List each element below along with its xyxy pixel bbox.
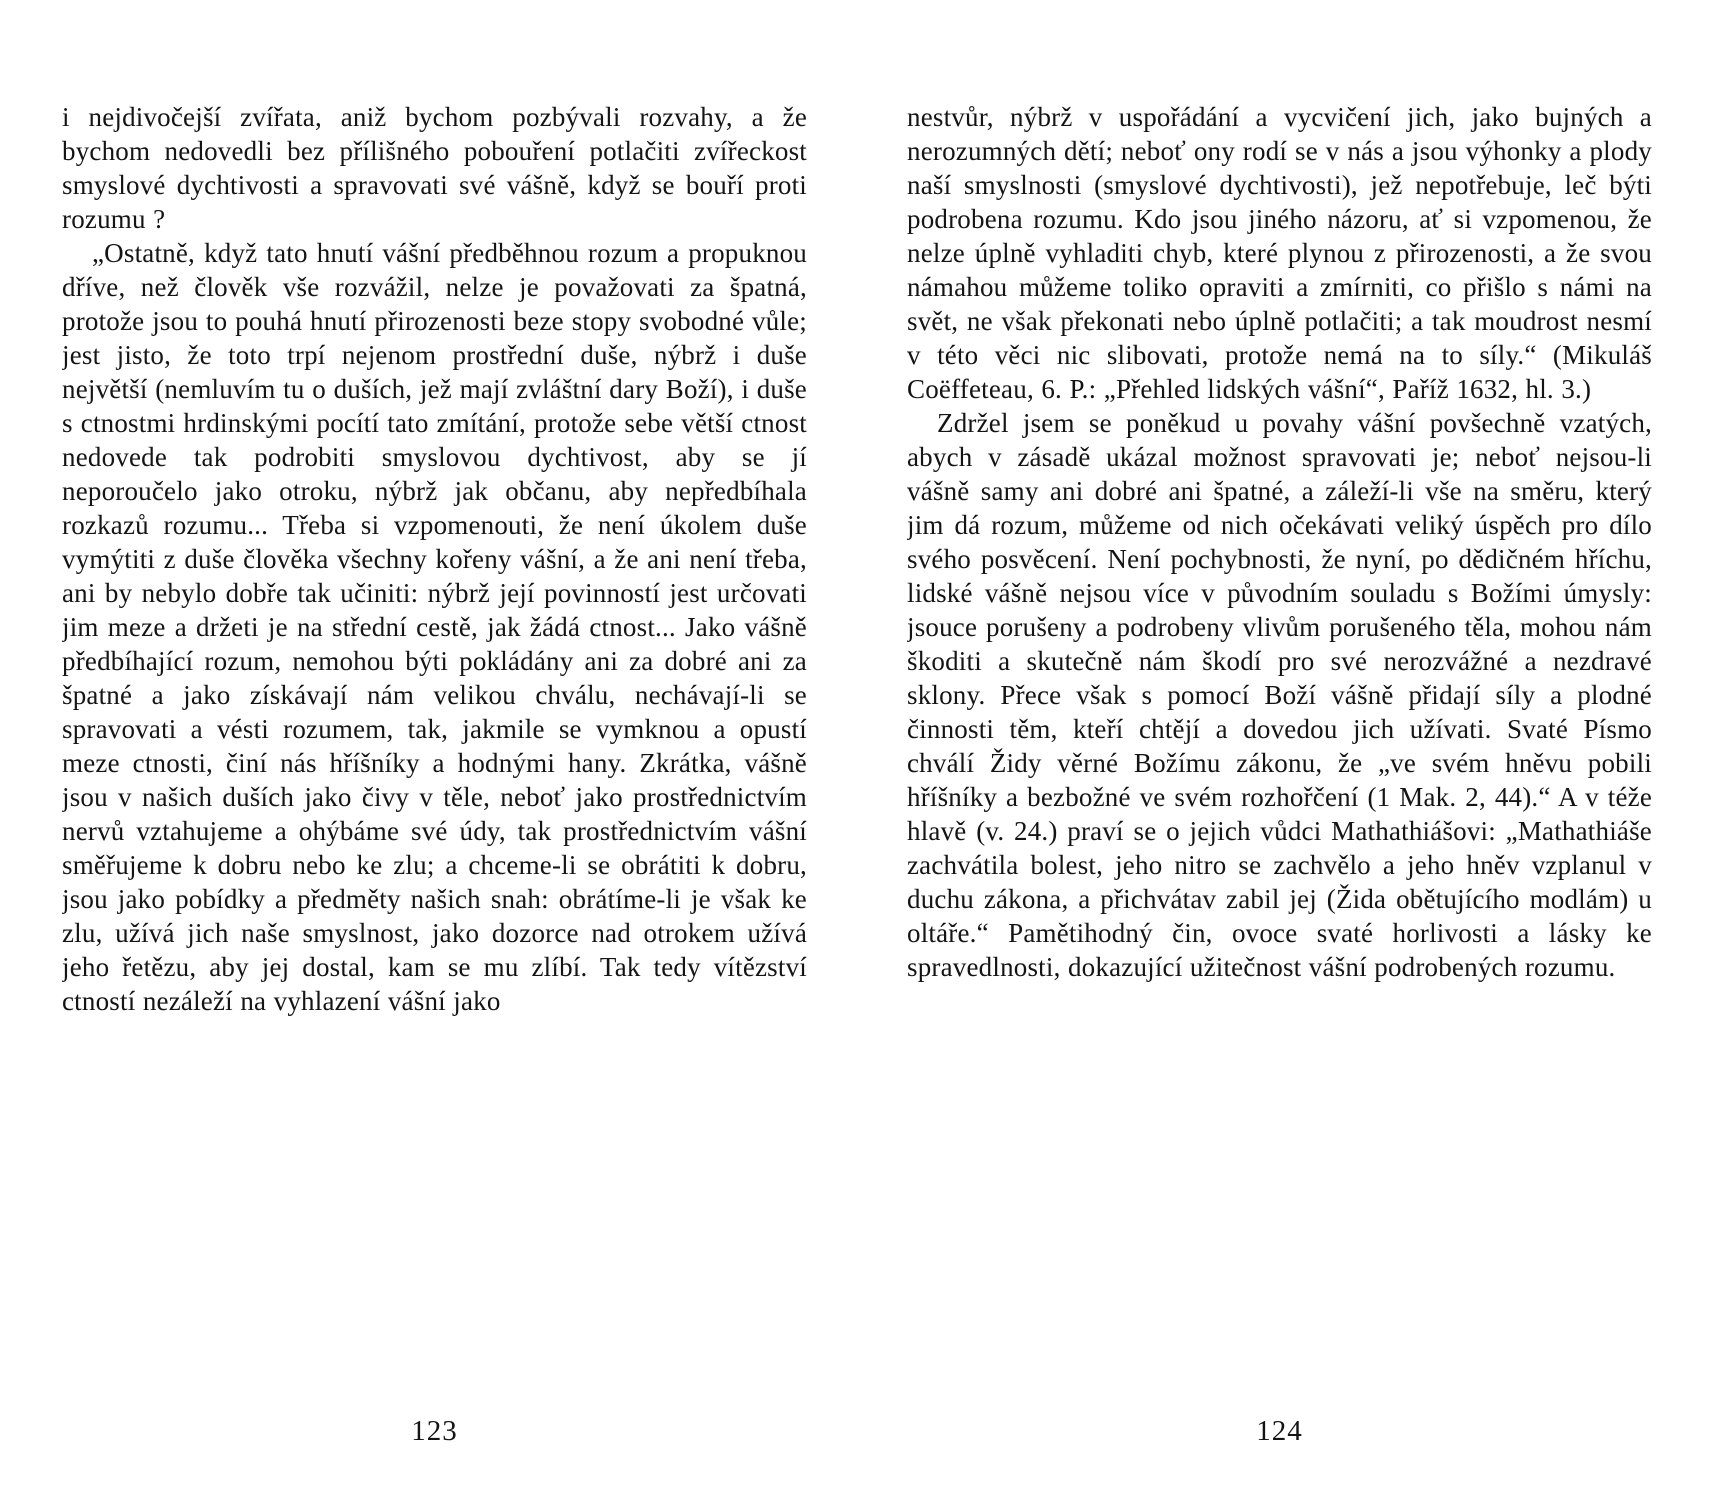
paragraph: Zdržel jsem se poněkud u povahy vášní povšechně vzatých, abych v zásadě ukázal možnost spravovati je; neboť nejsou-li vášně samy ani dobré ani špatné, a záleží-li vše na směru, který jim dá rozum, můžeme od nich očekávati veliký úspěch pro dílo svého posvěcení. Není pochybnosti, že nyní, po dědičném hříchu, lidské vášně nejsou více v původním souladu s Božími úmysly: jsouce porušeny a podrobeny vlivům porušeného těla, mohou nám škoditi a skutečně nám škodí pro své nerozvážné a nezdravé sklony. Přece však s pomocí Boží vášně přidají síly a plodné činnosti těm, kteří chtějí a dovedou jich užívati. Svaté Písmo chválí Židy věrné Božímu zákonu, že „ve svém hněvu pobili hříšníky a bezbožné ve svém rozhořčení (1 Mak. 2, 44).“ A v téže hlavě (v. 24.) praví se o jejich vůdci Mathathiášovi: „Mathathiáše zachvátila bolest, jeho nitro se zachvělo a jeho hněv vzplanul v duchu zákona, a přichvátav zabil jej (Žida obětujícího modlám) u oltáře.“ Pamětihodný čin, ovoce svaté horlivosti a lásky ke spravedlnosti, dokazující užitečnost vášní podrobených rozumu.	[907, 408, 1652, 982]
paragraph: nestvůr, nýbrž v uspořádání a vycvičení jich, jako bujných a nerozumných dětí; neboť ony rodí se v nás a jsou výhonky a plody naší smyslnosti (smyslové dychtivosti), jež nepotřebuje, leč býti podrobena rozumu. Kdo jsou jiného názoru, ať si vzpomenou, že nelze úplně vyhladiti chyb, které plynou z přirozenosti, a že svou námahou můžeme toliko opraviti a zmírniti, co přišlo s námi na svět, ne však překonati nebo úplně potlačiti; a tak moudrost nesmí v této věci nic slibovati, protože nemá na to síly.“ (Mikuláš Coëffeteau, 6. P.: „Přehled lidských vášní“, Paříž 1632, hl. 3.)	[907, 102, 1652, 404]
paragraph: „Ostatně, když tato hnutí vášní předběhnou rozum a propuknou dříve, než člověk vše rozvážil, nelze je považovati za špatná, protože jsou to pouhá hnutí přirozenosti beze stopy svobodné vůle; jest jisto, že toto trpí nejenom prostřední duše, nýbrž i duše největší (nemluvím tu o duších, jež mají zvláštní dary Boží), i duše s ctnostmi hrdinskými pocítí tato zmítání, protože sebe větší ctnost nedovede tak podrobiti smyslovou dychtivost, aby se jí neporoučelo jako otroku, nýbrž jak občanu, aby nepředbíhala rozkazů rozumu... Třeba si vzpomenouti, že není úkolem duše vymýtiti z duše člověka všechny kořeny vášní, a že ani není třeba, ani by nebylo dobře tak učiniti: nýbrž její povinností jest určovati jim meze a držeti je na střední cestě, jak žádá ctnost... Jako vášně předbíhající rozum, nemohou býti pokládány ani za dobré ani za špatné a jako získávají nám velikou chválu, nechávají-li se spravovati a vésti rozumem, tak, jakmile se vymknou a opustí meze ctnosti, činí nás hříšníky a hodnými hany. Zkrátka, vášně jsou v našich duších jako čivy v těle, neboť jako prostřednictvím nervů vztahujeme a ohýbáme své údy, tak prostřednictvím vášní směřujeme k dobru nebo ke zlu; a chceme-li se obrátiti k dobru, jsou jako pobídky a předměty našich snah: obrátíme-li je však ke zlu, užívá jich naše smyslnost, jako dozorce nad otrokem užívá jeho řetězu, aby jej dostal, kam se mu zlíbí. Tak tedy vítězství ctností nezáleží na vyhlazení vášní jako	[62, 238, 807, 1016]
page-left-body	[62, 100, 807, 1401]
page-number-left: 123	[411, 1415, 458, 1447]
page-number-right: 124	[1256, 1415, 1303, 1447]
paragraph: i nejdivočejší zvířata, aniž bychom pozbývali rozvahy, a že bychom nedovedli bez přílišného pobouření potlačiti zvířeckost smyslové dychtivosti a spravovati své vášně, když se bouří proti rozumu ?	[62, 102, 807, 234]
page-left	[62, 100, 807, 1448]
page-right-body	[907, 100, 1652, 1401]
page-right	[907, 100, 1652, 1448]
